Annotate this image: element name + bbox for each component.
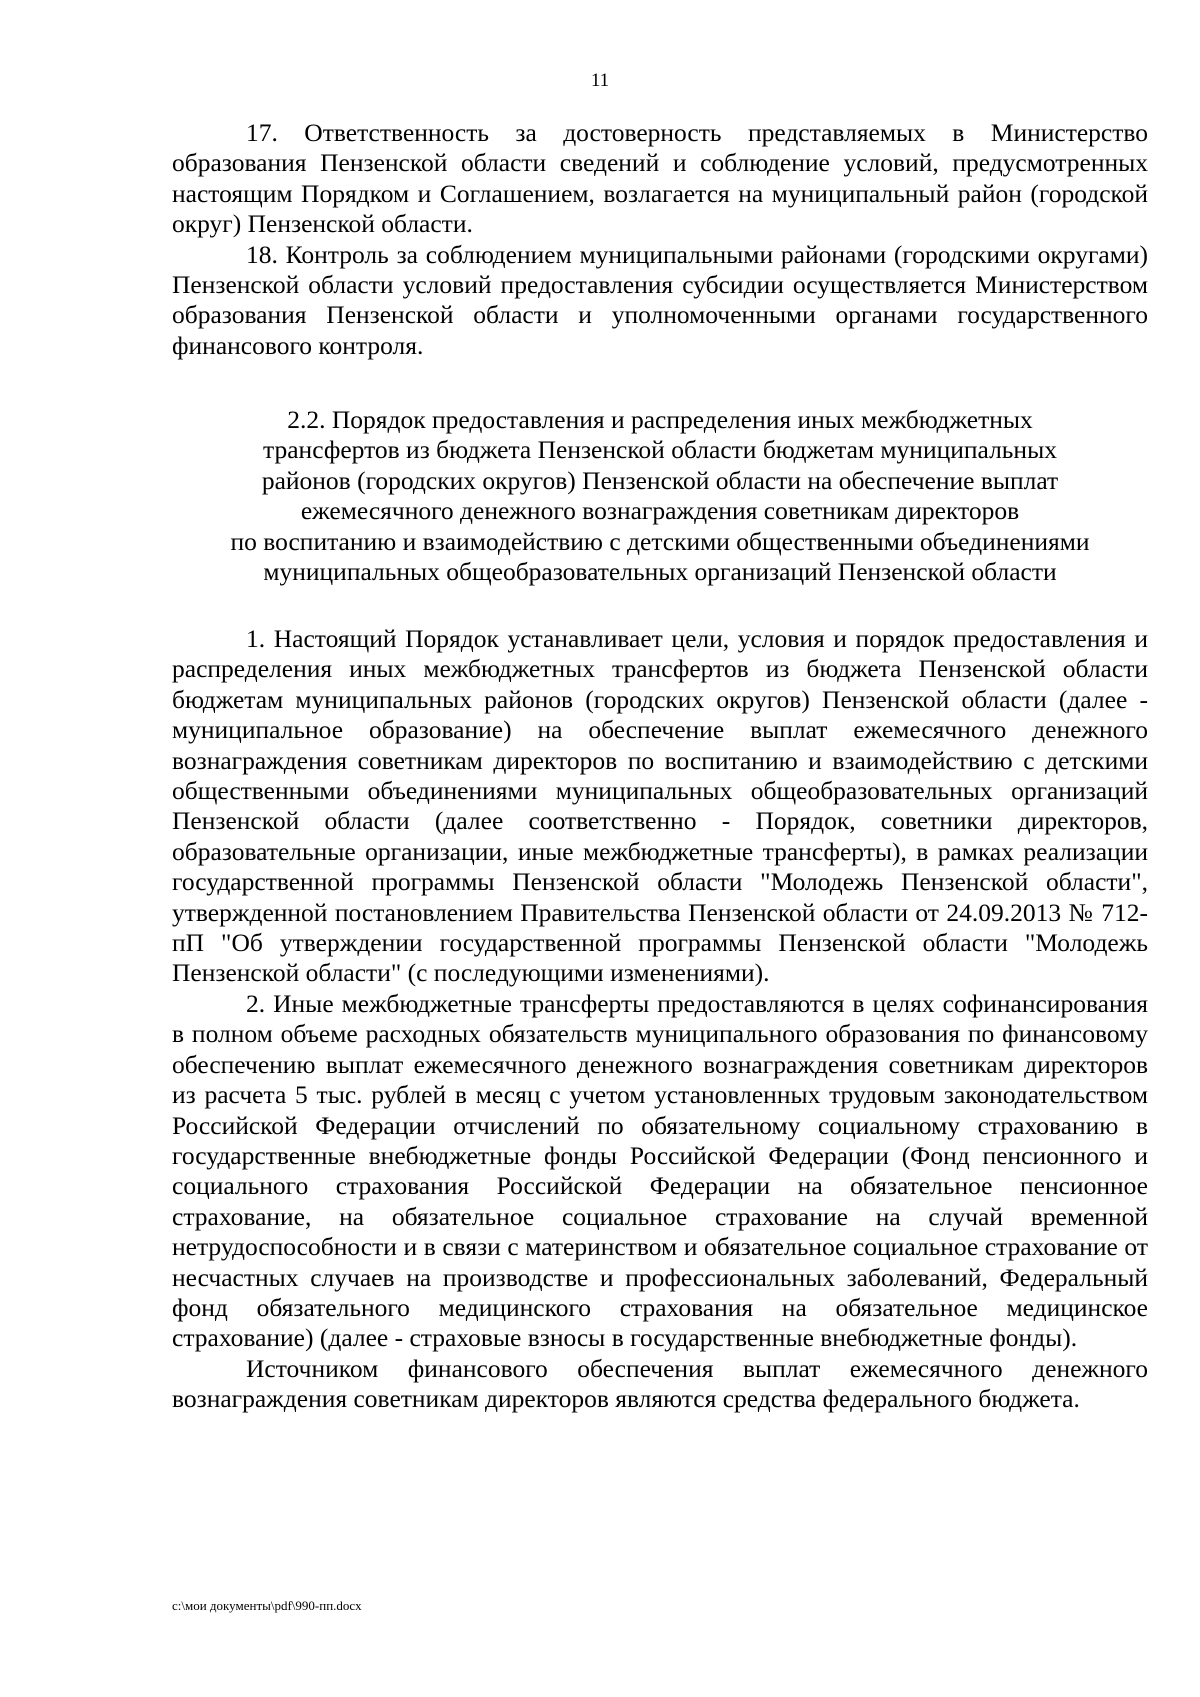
- clause-18: 18. Контроль за соблюдением муниципальными районами (городскими округами) Пензенской области условий предоставления субсидии осуществляется Министерством образования Пензенской области и уполномоченными органами государственного финансового контроля.: [172, 239, 1148, 360]
- page-number: 11: [590, 70, 610, 91]
- section-clause-1: 1. Настоящий Порядок устанавливает цели, условия и порядок предоставления и распределения иных межбюджетных трансфертов из бюджета Пензенской области бюджетам муниципальных районов (городских округов) Пензенской области (далее - муниципальное образование) на обеспечение выплат ежемесячного денежного вознаграждения советникам директоров по воспитанию и взаимодействию с детскими общественными объединениями муниципальных общеобразовательных организаций Пензенской области (далее соответственно - Порядок, советники директоров, образовательные организации, иные межбюджетные трансферты), в рамках реализации государственной программы Пензенской области "Молодежь Пензенской области", утвержденной постановлением Правительства Пензенской области от 24.09.2013 № 712-пП "Об утверждении государственной программы Пензенской области "Молодежь Пензенской области" (с последующими изменениями).: [172, 624, 1148, 988]
- clause-17: 17. Ответственность за достоверность представляемых в Министерство образования Пензенской области сведений и соблюдение условий, предусмотренных настоящим Порядком и Соглашением, возлагается на муниципальный район (городской округ) Пензенской области.: [172, 118, 1148, 239]
- funding-source-paragraph: Источником финансового обеспечения выплат ежемесячного денежного вознаграждения советникам директоров являются средства федерального бюджета.: [172, 1353, 1148, 1414]
- section-heading-line: муниципальных общеобразовательных организаций Пензенской области: [263, 557, 1057, 587]
- section-heading-line: районов (городских округов) Пензенской области на обеспечение выплат: [261, 465, 1059, 495]
- section-heading-line: по воспитанию и взаимодействию с детскими общественными объединениями: [230, 526, 1090, 556]
- section-heading-line: 2.2. Порядок предоставления и распределения иных межбюджетных: [287, 405, 1033, 434]
- clauses-block-top: [172, 118, 1148, 361]
- section-heading-line: ежемесячного денежного вознаграждения советникам директоров: [300, 496, 1020, 526]
- clauses-block-section: [172, 624, 1148, 1415]
- section-heading: [172, 405, 1148, 587]
- section-heading-line: трансфертов из бюджета Пензенской области бюджетам муниципальных: [263, 435, 1057, 465]
- section-clause-2: 2. Иные межбюджетные трансферты предоставляются в целях софинансирования в полном объеме расходных обязательств муниципального образования по финансовому обеспечению выплат ежемесячного денежного вознаграждения советникам директоров из расчета 5 тыс. рублей в месяц с учетом установленных трудовым законодательством Российской Федерации отчислений по обязательному социальному страхованию в государственные внебюджетные фонды Российской Федерации (Фонд пенсионного и социального страхования Российской Федерации на обязательное пенсионное страхование, на обязательное социальное страхование на случай временной нетрудоспособности и в связи с материнством и обязательное социальное страхование от несчастных случаев на производстве и профессиональных заболеваний, Федеральный фонд обязательного медицинского страхования на обязательное медицинское страхование) (далее - страховые взносы в государственные внебюджетные фонды).: [172, 988, 1148, 1353]
- footer-file-path: c:\мои документы\pdf\990-пп.docx: [172, 1598, 362, 1613]
